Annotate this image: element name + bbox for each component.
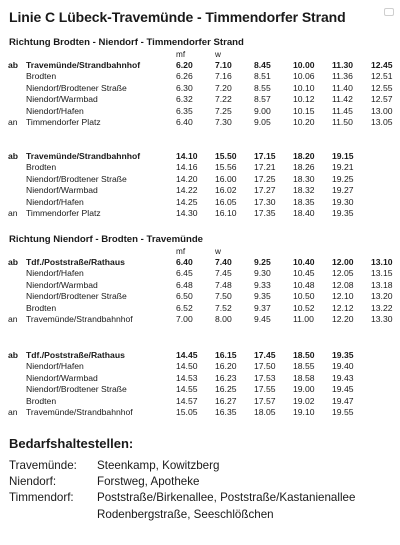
page-title: Linie C Lübeck-Travemünde - Timmendorfer Strand: [9, 9, 346, 25]
departure-time: 14.20: [176, 173, 198, 184]
departure-time: 13.15: [371, 268, 393, 279]
day-code: [291, 247, 330, 257]
departure-time: 13.05: [371, 117, 393, 128]
stop-name: Niendorf/Warmbad: [26, 372, 98, 383]
departure-time: 14.16: [176, 162, 198, 173]
departure-time: [369, 361, 400, 372]
departure-time: [369, 396, 400, 407]
departure-time: 19.25: [332, 173, 354, 184]
departure-time: 18.50: [293, 350, 315, 360]
bedarf-stops: Rodenbergstraße, Seeschlößchen: [97, 507, 274, 521]
departure-time: 10.06: [293, 71, 315, 82]
departure-time: [369, 373, 400, 384]
arrival-departure-mark: [8, 361, 26, 372]
timetable-row: [8, 71, 400, 82]
stop-name: Timmendorfer Platz: [26, 208, 101, 219]
departure-time: 15.05: [176, 407, 198, 418]
departure-time: 19.40: [332, 361, 354, 372]
timetable-row: [8, 197, 400, 208]
departure-time: 10.12: [293, 94, 315, 105]
bedarf-title: Bedarfshaltestellen:: [9, 436, 134, 451]
departure-time: 19.55: [332, 407, 354, 418]
day-code: [252, 50, 291, 60]
bedarf-row: [9, 474, 393, 490]
departure-time: 11.45: [332, 105, 353, 116]
timetable-row: [8, 373, 400, 384]
stop-name: Niendorf/Warmbad: [26, 279, 98, 290]
timetable-row: [8, 162, 400, 173]
departure-time: 7.30: [215, 117, 232, 128]
departure-time: 12.57: [371, 94, 393, 105]
bedarf-place: Timmendorf:: [9, 491, 74, 505]
timetable-row: [8, 291, 400, 302]
departure-time: 16.25: [215, 384, 237, 395]
departure-time: 16.20: [215, 361, 237, 372]
departure-time: 14.22: [176, 185, 198, 196]
departure-time: 16.23: [215, 372, 237, 383]
departure-time: 7.40: [215, 257, 232, 267]
stop-name: Niendorf/Hafen: [26, 105, 84, 116]
day-code: [291, 50, 330, 60]
bedarf-place: [9, 507, 97, 523]
arrival-departure-mark: [8, 268, 26, 279]
departure-time: 6.32: [176, 94, 193, 105]
timetable-block: [8, 151, 400, 219]
arrival-departure-mark: [8, 384, 26, 395]
arrival-departure-mark: [8, 83, 26, 94]
timetable-row: [8, 106, 400, 117]
timetable-row: [8, 407, 400, 418]
departure-time: 12.00: [332, 257, 354, 267]
departure-time: [369, 350, 400, 361]
arrival-departure-mark: [8, 280, 26, 291]
departure-time: 9.45: [254, 314, 271, 325]
stop-name: Timmendorfer Platz: [26, 117, 101, 128]
departure-time: 18.30: [293, 173, 315, 184]
departure-time: 17.57: [254, 395, 276, 406]
timetable-row: [8, 303, 400, 314]
departure-time: [369, 208, 400, 219]
departure-time: 18.58: [293, 372, 315, 383]
bedarf-place: Niendorf:: [9, 475, 57, 489]
arrival-departure-mark: ab: [8, 257, 19, 267]
bedarf-stops: Forstweg, Apotheke: [97, 475, 200, 489]
timetable-row: [8, 174, 400, 185]
departure-time: 13.20: [371, 291, 393, 302]
departure-time: 17.53: [254, 372, 276, 383]
arrival-departure-mark: [8, 94, 26, 105]
departure-time: 19.21: [332, 162, 354, 173]
departure-time: 7.20: [215, 82, 232, 93]
departure-time: 10.10: [293, 82, 315, 93]
day-code: mf: [176, 50, 186, 59]
departure-time: [369, 197, 400, 208]
day-code: w: [215, 50, 221, 59]
arrival-departure-mark: [8, 291, 26, 302]
departure-time: 9.30: [254, 268, 271, 279]
timetable-row: [8, 117, 400, 128]
departure-time: 10.45: [293, 268, 315, 279]
stop-name: Niendorf/Hafen: [26, 361, 84, 372]
departure-time: 6.20: [176, 60, 193, 70]
departure-time: 18.55: [293, 361, 315, 372]
departure-time: [369, 185, 400, 196]
departure-time: 18.20: [293, 151, 315, 161]
arrival-departure-mark: [8, 71, 26, 82]
departure-time: 12.51: [371, 71, 393, 82]
departure-time: 18.35: [293, 196, 315, 207]
day-code: [369, 247, 400, 257]
timetable-block: [8, 247, 400, 325]
arrival-departure-mark: an: [8, 407, 18, 418]
departure-time: 10.20: [293, 117, 315, 128]
departure-time: 11.40: [332, 82, 353, 93]
section-heading: Richtung Brodten - Niendorf - Timmendorfer Strand: [9, 37, 244, 48]
departure-time: 9.33: [254, 279, 271, 290]
departure-time: 6.52: [176, 302, 193, 313]
departure-time: 14.50: [176, 361, 198, 372]
departure-time: 19.35: [332, 350, 354, 360]
departure-time: 7.22: [215, 94, 232, 105]
day-code: [369, 50, 400, 60]
timetable-row: [8, 257, 400, 268]
departure-time: 6.40: [176, 257, 193, 267]
departure-time: 18.05: [254, 407, 276, 418]
departure-time: 14.57: [176, 395, 198, 406]
bedarf-row: [9, 458, 393, 474]
departure-time: 17.35: [254, 208, 276, 219]
departure-time: 8.57: [254, 94, 271, 105]
departure-time: 12.45: [371, 60, 393, 70]
departure-time: 19.45: [332, 384, 354, 395]
departure-time: 18.40: [293, 208, 315, 219]
arrival-departure-mark: [8, 396, 26, 407]
departure-time: 12.20: [332, 314, 354, 325]
departure-time: 19.30: [332, 196, 354, 207]
departure-time: 8.55: [254, 82, 271, 93]
departure-time: 9.00: [254, 105, 271, 116]
arrival-departure-mark: an: [8, 208, 18, 219]
departure-time: 16.05: [215, 196, 237, 207]
timetable-row: [8, 208, 400, 219]
departure-time: 6.35: [176, 105, 193, 116]
arrival-departure-mark: [8, 197, 26, 208]
departure-time: 10.40: [293, 257, 315, 267]
arrival-departure-mark: [8, 185, 26, 196]
departure-time: 16.15: [215, 350, 237, 360]
departure-time: 17.27: [254, 185, 276, 196]
bedarf-list: [9, 458, 393, 523]
departure-time: 14.53: [176, 372, 198, 383]
departure-time: 13.30: [371, 314, 393, 325]
departure-time: 7.00: [176, 314, 193, 325]
timetable-row: [8, 268, 400, 279]
departure-time: 7.52: [215, 302, 232, 313]
departure-time: 19.00: [293, 384, 315, 395]
departure-time: 17.15: [254, 151, 276, 161]
departure-time: 12.05: [332, 268, 354, 279]
timetable-row: [8, 60, 400, 71]
departure-time: 17.25: [254, 173, 276, 184]
departure-time: 12.12: [332, 302, 354, 313]
stop-name: Niendorf/Hafen: [26, 268, 84, 279]
day-code: w: [215, 247, 221, 256]
stop-name: Tdf./Poststraße/Rathaus: [26, 257, 125, 267]
timetable-row: [8, 384, 400, 395]
bedarf-row: [9, 507, 393, 523]
departure-time: 9.25: [254, 257, 271, 267]
bedarf-row: [9, 490, 393, 506]
departure-time: 6.48: [176, 279, 193, 290]
departure-time: 11.30: [332, 60, 354, 70]
arrival-departure-mark: [8, 373, 26, 384]
stop-name: Niendorf/Brodtener Straße: [26, 82, 127, 93]
stop-name: Travemünde/Strandbahnhof: [26, 407, 133, 418]
stop-name: Niendorf/Hafen: [26, 196, 84, 207]
departure-time: 7.25: [215, 105, 232, 116]
departure-time: 17.50: [254, 361, 276, 372]
departure-time: 8.45: [254, 60, 271, 70]
departure-time: 17.30: [254, 196, 276, 207]
departure-time: 19.35: [332, 208, 354, 219]
departure-time: 19.10: [293, 407, 315, 418]
departure-time: 10.48: [293, 279, 315, 290]
timetable-row: [8, 83, 400, 94]
departure-time: 16.00: [215, 173, 237, 184]
departure-time: 6.45: [176, 268, 193, 279]
stop-name: Niendorf/Warmbad: [26, 185, 98, 196]
departure-time: 17.45: [254, 350, 276, 360]
departure-time: 11.42: [332, 94, 353, 105]
departure-time: 19.43: [332, 372, 354, 383]
departure-time: 17.55: [254, 384, 276, 395]
departure-time: [369, 407, 400, 418]
departure-time: [369, 162, 400, 173]
arrival-departure-mark: ab: [8, 151, 19, 161]
stop-name: Brodten: [26, 162, 57, 173]
stop-name: Brodten: [26, 395, 57, 406]
bedarf-place: Travemünde:: [9, 459, 77, 472]
arrival-departure-mark: ab: [8, 60, 19, 70]
departure-time: 14.55: [176, 384, 198, 395]
day-code: mf: [176, 247, 186, 256]
departure-time: 12.55: [371, 82, 393, 93]
departure-time: 13.18: [371, 279, 393, 290]
timetable-block: [8, 350, 400, 418]
departure-time: 14.25: [176, 196, 198, 207]
departure-time: 9.37: [254, 302, 271, 313]
day-code: [330, 247, 369, 257]
departure-time: [369, 384, 400, 395]
departure-time: 9.05: [254, 117, 271, 128]
departure-time: 12.10: [332, 291, 354, 302]
departure-time: [369, 151, 400, 162]
departure-time: 17.21: [254, 162, 276, 173]
departure-time: 7.10: [215, 60, 232, 70]
arrival-departure-mark: [8, 162, 26, 173]
departure-time: 16.27: [215, 395, 237, 406]
departure-time: 16.10: [215, 208, 237, 219]
departure-time: 10.52: [293, 302, 315, 313]
departure-time: 11.36: [332, 71, 353, 82]
stop-name: Niendorf/Brodtener Straße: [26, 173, 127, 184]
departure-time: 7.50: [215, 291, 232, 302]
departure-time: 18.26: [293, 162, 315, 173]
departure-time: 11.00: [293, 314, 314, 325]
departure-time: 7.48: [215, 279, 232, 290]
departure-time: 15.50: [215, 151, 237, 161]
departure-time: 19.47: [332, 395, 354, 406]
departure-time: 9.35: [254, 291, 271, 302]
arrival-departure-mark: an: [8, 117, 18, 128]
arrival-departure-mark: [8, 303, 26, 314]
day-code: [330, 50, 369, 60]
timetable-row: [8, 314, 400, 325]
departure-time: 11.50: [332, 117, 353, 128]
departure-time: 7.16: [215, 71, 232, 82]
departure-time: 6.26: [176, 71, 193, 82]
stop-name: Travemünde/Strandbahnhof: [26, 151, 141, 161]
bedarf-stops: Poststraße/Birkenallee, Poststraße/Kastanienallee: [97, 491, 356, 505]
departure-time: 16.02: [215, 185, 237, 196]
timetable-row: [8, 151, 400, 162]
departure-time: 6.30: [176, 82, 193, 93]
timetable-block: [8, 50, 400, 128]
arrival-departure-mark: [8, 174, 26, 185]
departure-time: 14.45: [176, 350, 198, 360]
section-heading: Richtung Niendorf - Brodten - Travemünde: [9, 234, 204, 245]
departure-time: 19.27: [332, 185, 354, 196]
departure-time: 19.15: [332, 151, 354, 161]
departure-time: 6.50: [176, 291, 193, 302]
timetable-row: [8, 185, 400, 196]
header-row: [8, 247, 400, 257]
departure-time: 6.40: [176, 117, 193, 128]
departure-time: 13.10: [371, 257, 393, 267]
departure-time: 16.35: [215, 407, 237, 418]
departure-time: [369, 174, 400, 185]
page-corner-mark: [384, 8, 394, 16]
departure-time: 10.15: [293, 105, 315, 116]
departure-time: 18.32: [293, 185, 315, 196]
departure-time: 8.00: [215, 314, 232, 325]
departure-time: 12.08: [332, 279, 354, 290]
stop-name: Brodten: [26, 302, 57, 313]
arrival-departure-mark: [8, 106, 26, 117]
timetable-row: [8, 280, 400, 291]
departure-time: 19.02: [293, 395, 315, 406]
day-code: [252, 247, 291, 257]
departure-time: 14.30: [176, 208, 198, 219]
arrival-departure-mark: an: [8, 314, 18, 325]
timetable-row: [8, 396, 400, 407]
stop-name: Niendorf/Brodtener Straße: [26, 384, 127, 395]
timetable-row: [8, 350, 400, 361]
departure-time: 15.56: [215, 162, 237, 173]
stop-name: Travemünde/Strandbahnhof: [26, 314, 133, 325]
timetable-row: [8, 361, 400, 372]
departure-time: 10.00: [293, 60, 315, 70]
departure-time: 14.10: [176, 151, 198, 161]
departure-time: 10.50: [293, 291, 315, 302]
stop-name: Travemünde/Strandbahnhof: [26, 60, 141, 70]
stop-name: Tdf./Poststraße/Rathaus: [26, 350, 125, 360]
departure-time: 7.45: [215, 268, 232, 279]
stop-name: Niendorf/Brodtener Straße: [26, 291, 127, 302]
stop-name: Niendorf/Warmbad: [26, 94, 98, 105]
timetable-row: [8, 94, 400, 105]
departure-time: 13.22: [371, 302, 393, 313]
bedarf-stops: Steenkamp, Kowitzberg: [97, 459, 220, 472]
stop-name: Brodten: [26, 71, 57, 82]
departure-time: 13.00: [371, 105, 393, 116]
arrival-departure-mark: ab: [8, 350, 19, 360]
departure-time: 8.51: [254, 71, 271, 82]
header-row: [8, 50, 400, 60]
